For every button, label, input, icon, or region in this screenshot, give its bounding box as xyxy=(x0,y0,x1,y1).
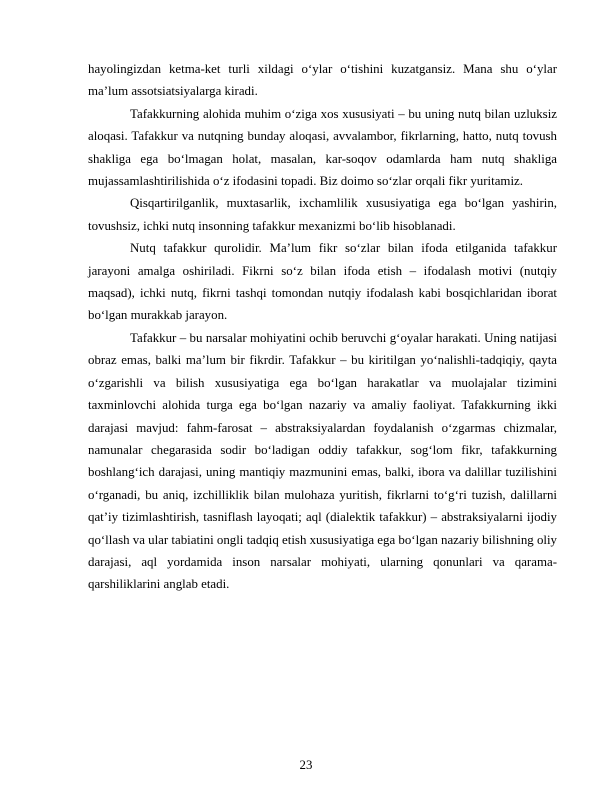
paragraph-thinking-definition: Tafakkur – bu narsalar mohiyatini ochib beruvchi g‘oyalar harakati. Uning natijasi obraz emas, balki ma’lum bir fikrdir. Tafakkur – bu kiritilgan yo‘nalishli-tadqiqiy, qayta o‘zgarishli va bilish xususiyatiga ega bo‘lgan harakatlar va muolajalar tizimini taxminlovchi alohida turga ega bo‘lgan nazariy va amaliy faoliyat. Tafakkurning ikki darajasi mavjud: fahm-farosat – abstraksiyalardan foydalanish o‘zgarmas chizmalar, namunalar chegarasida sodir bo‘ladigan oddiy tafakkur, sog‘lom fikr, tafakkurning boshlang‘ich darajasi, uning mantiqiy mazmunini emas, balki, ibora va dalillar tuzilishini o‘rganadi, bu aniq, izchilliklik bilan mulohaza yuritish, fikrlarni to‘g‘ri tuzish, dalillarni qat’iy tizimlashtirish, tasniflash layoqati; aql (dialektik tafakkur) – abstraksiyalarni ijodiy qo‘llash va ular tabiatini ongli tadqiq etish xususiyatiga ega bo‘lgan nazariy bilishning oliy darajasi, aql yordamida inson narsalar mohiyati, ularning qonunlari va qarama-qarshiliklarini anglab etadi. xyxy=(88,330,557,592)
paragraph-inner-speech: Qisqartirilganlik, muxtasarlik, ixchamlilik xususiyatiga ega bo‘lgan yashirin, tovushsiz, ichki nutq insonning tafakkur mexanizmi bo‘lib hisoblanadi. xyxy=(88,196,557,233)
paragraph-thinking-speech-link: Tafakkurning alohida muhim o‘ziga xos xususiyati – bu uning nutq bilan uzluksiz aloqasi. Tafakkur va nutqning bunday aloqasi, avvalambor, fikrlarning, hatto, nutq tovush shakliga ega bo‘lmagan holat, masalan, kar-soqov odamlarda ham nutq shakliga mujassamlashtirilishida o‘z ifodasini topadi. Biz doimo so‘zlar orqali fikr yuritamiz. xyxy=(88,106,557,189)
paragraph-continuation: hayolingizdan ketma-ket turli xildagi o‘ylar o‘tishini kuzatgansiz. Mana shu o‘ylar ma’lum assotsiatsiyalarga kiradi. xyxy=(88,62,557,99)
paragraph-speech-tool: Nutq tafakkur qurolidir. Ma’lum fikr so‘zlar bilan ifoda etilganida tafakkur jarayoni amalga oshiriladi. Fikrni so‘z bilan ifoda etish – ifodalash motivi (nutqiy maqsad), ichki nutq, fikrni tashqi tomondan nutqiy ifodalash kabi bosqichlaridan iborat bo‘lgan murakkab jarayon. xyxy=(88,241,557,323)
page-number: 23 xyxy=(299,758,313,772)
body-text xyxy=(88,58,557,596)
